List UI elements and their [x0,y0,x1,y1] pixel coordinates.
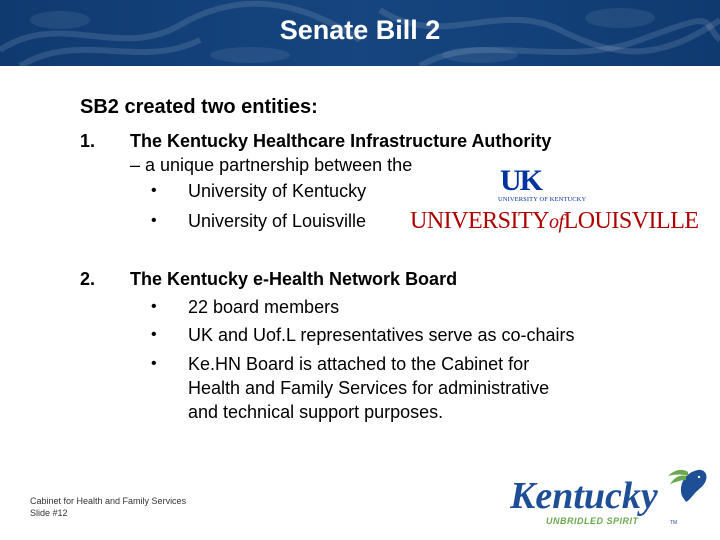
item-1-heading: The Kentucky Healthcare Infrastructure Authority [130,131,552,151]
kentucky-unbridled-spirit-logo [510,466,710,530]
slide-subtitle: SB2 created two entities: [80,96,318,118]
header-banner [0,0,720,66]
uofl-logo-part1: UNIVERSITY [410,208,549,234]
bullet-icon: • [151,212,157,229]
uofl-logo-of: of [549,211,564,233]
kentucky-tagline: UNBRIDLED SPIRIT [546,516,639,526]
bullet-icon: • [151,355,157,372]
footer-org: Cabinet for Health and Family Services [30,496,187,506]
item-2-number: 2. [80,269,96,289]
horse-head-icon [668,470,707,502]
uofl-logo-part2: LOUISVILLE [563,208,699,234]
uofl-logo [410,208,699,235]
bullet-icon: • [151,326,157,343]
item-2-bullet-cabinet: Ke.HN Board is attached to the Cabinet for [188,354,530,374]
footer-slide-number: Slide #12 [30,508,68,518]
item-2-bullet-cochairs: UK and Uof.L representatives serve as co-chairs [188,325,575,345]
uk-logo-mark: UK [500,164,541,197]
item-2-bullet-cabinet-line2: Health and Family Services for administrative [188,378,550,398]
uk-logo-subtext: UNIVERSITY OF KENTUCKY [498,196,587,203]
item-2-bullet-cabinet-line3: and technical support purposes. [188,402,444,422]
item-1-bullet-uofl: University of Louisville [188,211,367,231]
bullet-icon: • [151,298,157,315]
item-1-bullet-uk: University of Kentucky [188,181,367,201]
slide-title: Senate Bill 2 [279,15,441,45]
kentucky-wordmark: Kentucky [510,475,658,517]
kentucky-tm: TM [670,520,678,526]
bullet-icon: • [151,182,157,199]
item-2-heading: The Kentucky e-Health Network Board [130,269,458,289]
item-1-number: 1. [80,131,96,151]
item-1-continuation: – a unique partnership between the [130,155,413,175]
uk-logo [498,164,587,206]
item-2-bullet-members: 22 board members [188,297,340,317]
